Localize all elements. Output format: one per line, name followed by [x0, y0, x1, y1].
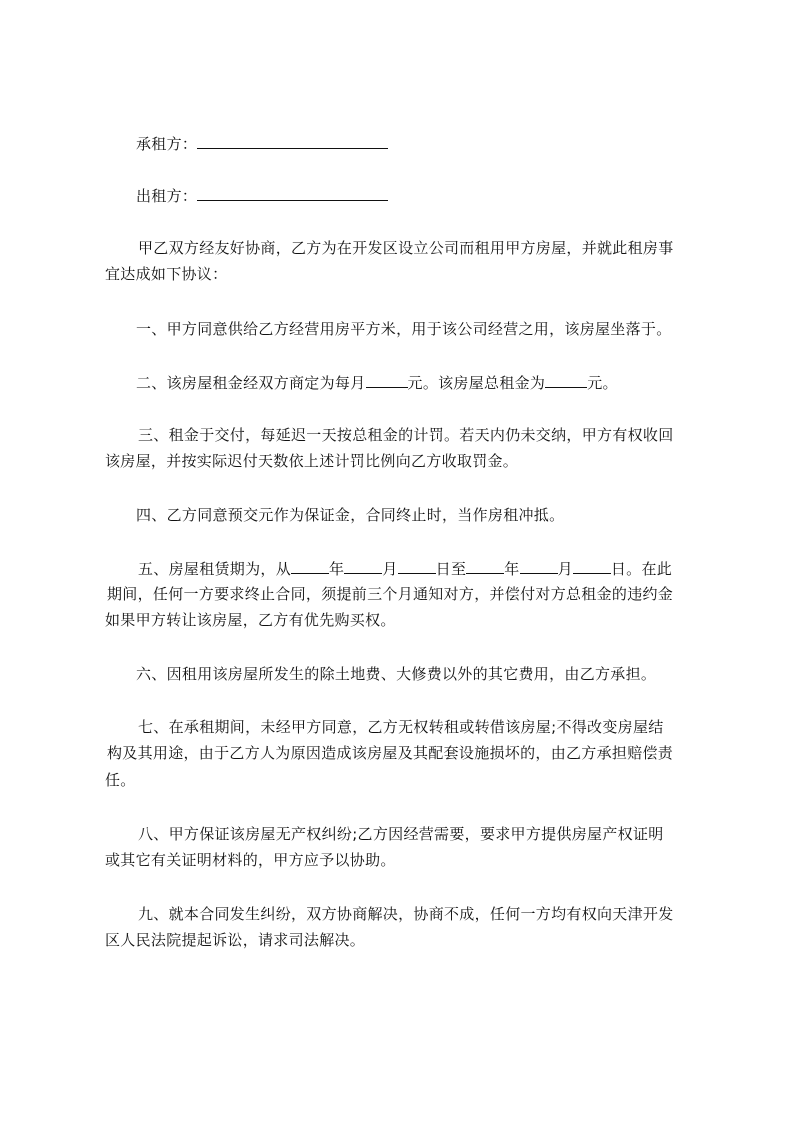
- clause-7-line-2: 构及其用途，由于乙方人为原因造成该房屋及其配套设施损坏的，由乙方承担赔偿责: [107, 744, 674, 762]
- clause-8-line-1: 八、甲方保证该房屋无产权纠纷;乙方因经营需要，要求甲方提供房屋产权证明: [138, 825, 664, 843]
- end-month-blank[interactable]: [520, 558, 558, 574]
- clause-3-line-2: 该房屋，并按实际迟付天数依上述计罚比例向乙方收取罚金。: [105, 452, 519, 470]
- lessor-line: [136, 185, 388, 206]
- clause-7-line-3: 任。: [105, 771, 136, 789]
- lessee-line: [136, 133, 388, 154]
- clause-9-line-2: 区人民法院提起诉讼，请求司法解决。: [105, 931, 366, 949]
- clause-5-year-2: 年: [504, 560, 520, 578]
- lessor-name-blank[interactable]: [197, 185, 388, 201]
- clause-2-text-2: 元。该房屋总租金为: [407, 374, 546, 392]
- clause-4-line-1: 四、乙方同意预交元作为保证金，合同终止时，当作房租冲抵。: [136, 506, 565, 524]
- clause-5-text-1: 五、房屋租赁期为，从: [138, 560, 292, 578]
- preamble-line-2: 宜达成如下协议：: [105, 265, 228, 283]
- clause-2-text-1: 二、该房屋租金经双方商定为每月: [136, 374, 366, 392]
- clause-8-line-2: 或其它有关证明材料的，甲方应予以协助。: [105, 851, 396, 869]
- clause-2-line-1: [136, 372, 618, 393]
- clause-5-year-1: 年: [329, 560, 345, 578]
- clause-2-text-3: 元。: [587, 374, 618, 392]
- clause-5-month-1: 月: [382, 560, 398, 578]
- total-rent-blank[interactable]: [545, 372, 587, 388]
- lessor-label: 出租方：: [136, 187, 198, 205]
- clause-3-line-1: 三、租金于交付，每延迟一天按总租金的计罚。若天内仍未交纳，甲方有权收回: [138, 426, 674, 444]
- clause-6-line-1: 六、因租用该房屋所发生的除土地费、大修费以外的其它费用，由乙方承担。: [136, 665, 657, 683]
- clause-5-line-1: [138, 558, 672, 579]
- clause-1-line-1: 一、甲方同意供给乙方经营用房平方米，用于该公司经营之用，该房屋坐落于。: [136, 320, 672, 338]
- clause-7-line-1: 七、在承租期间，未经甲方同意，乙方无权转租或转借该房屋;不得改变房屋结: [138, 718, 664, 736]
- start-month-blank[interactable]: [344, 558, 382, 574]
- monthly-rent-blank[interactable]: [366, 372, 408, 388]
- lessee-name-blank[interactable]: [197, 133, 388, 149]
- clause-5-line-2: 期间，任何一方要求终止合同，须提前三个月通知对方，并偿付对方总租金的违约金: [107, 585, 674, 603]
- clause-5-day-end: 日。在此: [610, 560, 673, 578]
- clause-5-line-3: 如果甲方转让该房屋，乙方有优先购买权。: [105, 611, 396, 629]
- clause-5-month-2: 月: [557, 560, 573, 578]
- end-day-blank[interactable]: [573, 558, 611, 574]
- end-year-blank[interactable]: [466, 558, 504, 574]
- start-day-blank[interactable]: [398, 558, 436, 574]
- start-year-blank[interactable]: [291, 558, 329, 574]
- preamble-line-1: 甲乙双方经友好协商，乙方为在开发区设立公司而租用甲方房屋，并就此租房事: [138, 239, 674, 257]
- clause-9-line-1: 九、就本合同发生纠纷，双方协商解决，协商不成，任何一方均有权向天津开发: [138, 905, 674, 923]
- lessee-label: 承租方：: [136, 135, 198, 153]
- clause-5-day-to: 日至: [435, 560, 467, 578]
